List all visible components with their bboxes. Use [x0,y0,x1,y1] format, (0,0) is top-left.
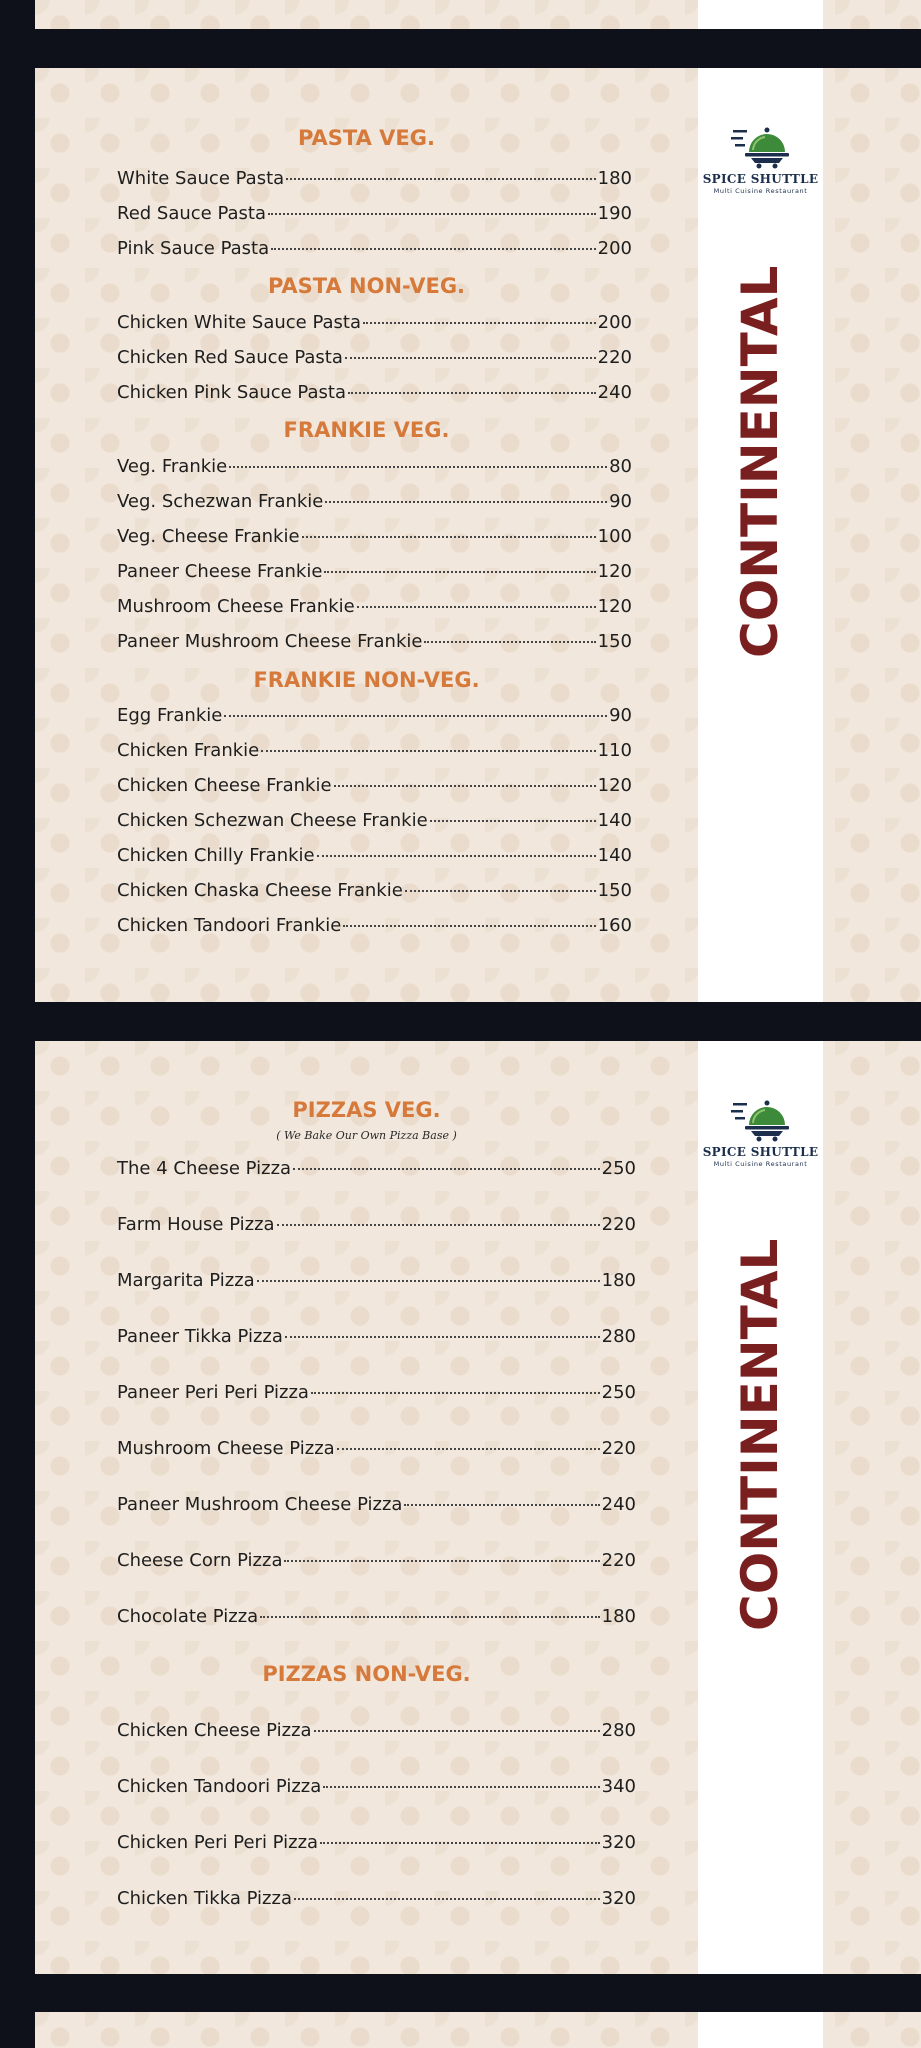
item-price: 320 [601,1832,636,1853]
dot-leader [343,925,595,927]
item-name: Chicken Tikka Pizza [117,1888,292,1909]
item-price: 220 [597,347,632,368]
dot-leader [229,466,607,468]
item-price: 220 [601,1214,636,1235]
dot-leader [314,1730,600,1732]
dot-leader [294,1898,600,1900]
category-side-label [725,1461,795,1631]
item-name: Veg. Schezwan Frankie [117,491,324,512]
item-name: Mushroom Cheese Pizza [117,1438,335,1459]
dot-leader [257,1280,600,1282]
item-name: Veg. Cheese Frankie [117,526,300,547]
item-name: Chicken Cheese Frankie [117,775,332,796]
item-price: 280 [601,1326,636,1347]
dot-leader [317,855,596,857]
menu-item [117,312,632,333]
item-name: Red Sauce Pasta [117,203,267,224]
item-name: Chicken Chaska Cheese Frankie [117,880,403,901]
dot-leader [345,357,596,359]
item-name: Farm House Pizza [117,1214,275,1235]
item-price: 250 [601,1158,636,1179]
side-strip [698,0,823,29]
dot-leader [320,1842,600,1844]
item-name: Chicken Cheese Pizza [117,1720,312,1741]
item-name: Chocolate Pizza [117,1606,259,1627]
item-name: Chicken White Sauce Pasta [117,312,362,333]
section-title: PASTA VEG. [298,126,435,150]
item-name: Paneer Mushroom Cheese Pizza [117,1494,403,1515]
dot-leader [268,213,596,215]
dot-leader [277,1224,600,1226]
item-name: Paneer Tikka Pizza [117,1326,283,1347]
dot-leader [224,715,607,717]
menu-item [117,705,632,726]
item-name: Chicken Tandoori Pizza [117,1776,322,1797]
item-price: 190 [597,203,632,224]
item-price: 140 [597,845,632,866]
pizza-base-note: ( We Bake Our Own Pizza Base ) [276,1129,457,1142]
menu-item [117,1550,636,1571]
dot-leader [261,750,595,752]
food-cloche-icon [731,126,791,170]
dot-leader [405,890,596,892]
item-price: 180 [601,1606,636,1627]
dot-leader [311,1392,600,1394]
item-name: White Sauce Pasta [117,168,285,189]
item-price: 320 [601,1888,636,1909]
item-name: Paneer Peri Peri Pizza [117,1382,309,1403]
menu-item [117,382,632,403]
side-strip [698,2012,823,2048]
brand-name: SPICE SHUTTLE [702,1145,819,1159]
dot-leader [285,1336,600,1338]
menu-item [117,740,632,761]
item-price: 240 [597,382,632,403]
item-price: 90 [609,491,632,512]
item-price: 200 [597,238,632,259]
menu-page-pasta-frankie [35,68,921,1002]
dot-leader [323,1786,599,1788]
restaurant-logo [698,126,823,195]
menu-item [117,880,632,901]
section-title: PIZZAS VEG. [292,1098,441,1122]
menu-item [117,631,632,652]
dot-leader [293,1168,600,1170]
menu-item [117,596,632,617]
menu-item [117,347,632,368]
menu-item [117,1494,636,1515]
menu-item [117,526,632,547]
item-price: 100 [597,526,632,547]
dot-leader [430,820,596,822]
item-name: Cheese Corn Pizza [117,1550,283,1571]
menu-item [117,1270,636,1291]
item-name: The 4 Cheese Pizza [117,1158,292,1179]
menu-item [117,1720,636,1741]
dot-leader [260,1616,599,1618]
menu-item [117,1888,636,1909]
item-name: Veg. Frankie [117,456,228,477]
item-price: 180 [601,1270,636,1291]
dot-leader [357,606,596,608]
item-price: 90 [609,705,632,726]
food-cloche-icon [731,1099,791,1143]
item-price: 120 [597,596,632,617]
item-price: 150 [597,880,632,901]
item-name: Chicken Chilly Frankie [117,845,315,866]
section-title: PASTA NON-VEG. [267,274,466,298]
item-price: 120 [597,561,632,582]
item-name: Egg Frankie [117,705,223,726]
menu-item [117,1438,636,1459]
menu-item [117,456,632,477]
item-name: Chicken Schezwan Cheese Frankie [117,810,428,831]
previous-menu-page [35,0,921,29]
menu-item [117,1606,636,1627]
item-name: Margarita Pizza [117,1270,255,1291]
menu-item [117,561,632,582]
menu-item [117,1214,636,1235]
section-title: PIZZAS NON-VEG. [262,1662,471,1686]
menu-item [117,775,632,796]
item-price: 110 [597,740,632,761]
menu-item [117,203,632,224]
brand-tagline: Multi Cuisine Restaurant [713,187,808,195]
item-name: Chicken Red Sauce Pasta [117,347,343,368]
item-name: Paneer Cheese Frankie [117,561,323,582]
item-name: Chicken Frankie [117,740,260,761]
dot-leader [271,248,596,250]
dot-leader [348,392,596,394]
dot-leader [334,785,596,787]
dot-leader [286,178,595,180]
item-price: 150 [597,631,632,652]
section-title: FRANKIE VEG. [283,418,450,442]
item-price: 280 [601,1720,636,1741]
dot-leader [325,501,607,503]
category-side-label [725,488,795,658]
item-price: 160 [597,915,632,936]
item-name: Chicken Peri Peri Pizza [117,1832,319,1853]
menu-item [117,1326,636,1347]
menu-item [117,1158,636,1179]
brand-tagline: Multi Cuisine Restaurant [713,1160,808,1168]
item-name: Mushroom Cheese Frankie [117,596,355,617]
item-price: 240 [601,1494,636,1515]
menu-page-pizzas [35,1041,921,1974]
restaurant-logo [698,1099,823,1168]
menu-item [117,491,632,512]
dot-leader [337,1448,600,1450]
menu-item [117,845,632,866]
item-price: 220 [601,1550,636,1571]
item-price: 140 [597,810,632,831]
menu-item [117,915,632,936]
menu-item [117,1382,636,1403]
dot-leader [363,322,596,324]
item-price: 180 [597,168,632,189]
dot-leader [404,1504,599,1506]
item-name: Chicken Pink Sauce Pasta [117,382,346,403]
dot-leader [284,1560,599,1562]
dot-leader [324,571,595,573]
menu-item [117,238,632,259]
menu-item [117,1776,636,1797]
item-price: 340 [601,1776,636,1797]
item-name: Paneer Mushroom Cheese Frankie [117,631,423,652]
item-price: 80 [609,456,632,477]
brand-name: SPICE SHUTTLE [702,172,819,186]
menu-item [117,810,632,831]
menu-item [117,168,632,189]
item-price: 250 [601,1382,636,1403]
item-price: 200 [597,312,632,333]
menu-item [117,1832,636,1853]
item-name: Pink Sauce Pasta [117,238,270,259]
next-menu-page [35,2012,921,2048]
dot-leader [424,641,595,643]
dot-leader [302,536,596,538]
item-name: Chicken Tandoori Frankie [117,915,342,936]
item-price: 220 [601,1438,636,1459]
item-price: 120 [597,775,632,796]
section-title: FRANKIE NON-VEG. [253,668,480,692]
